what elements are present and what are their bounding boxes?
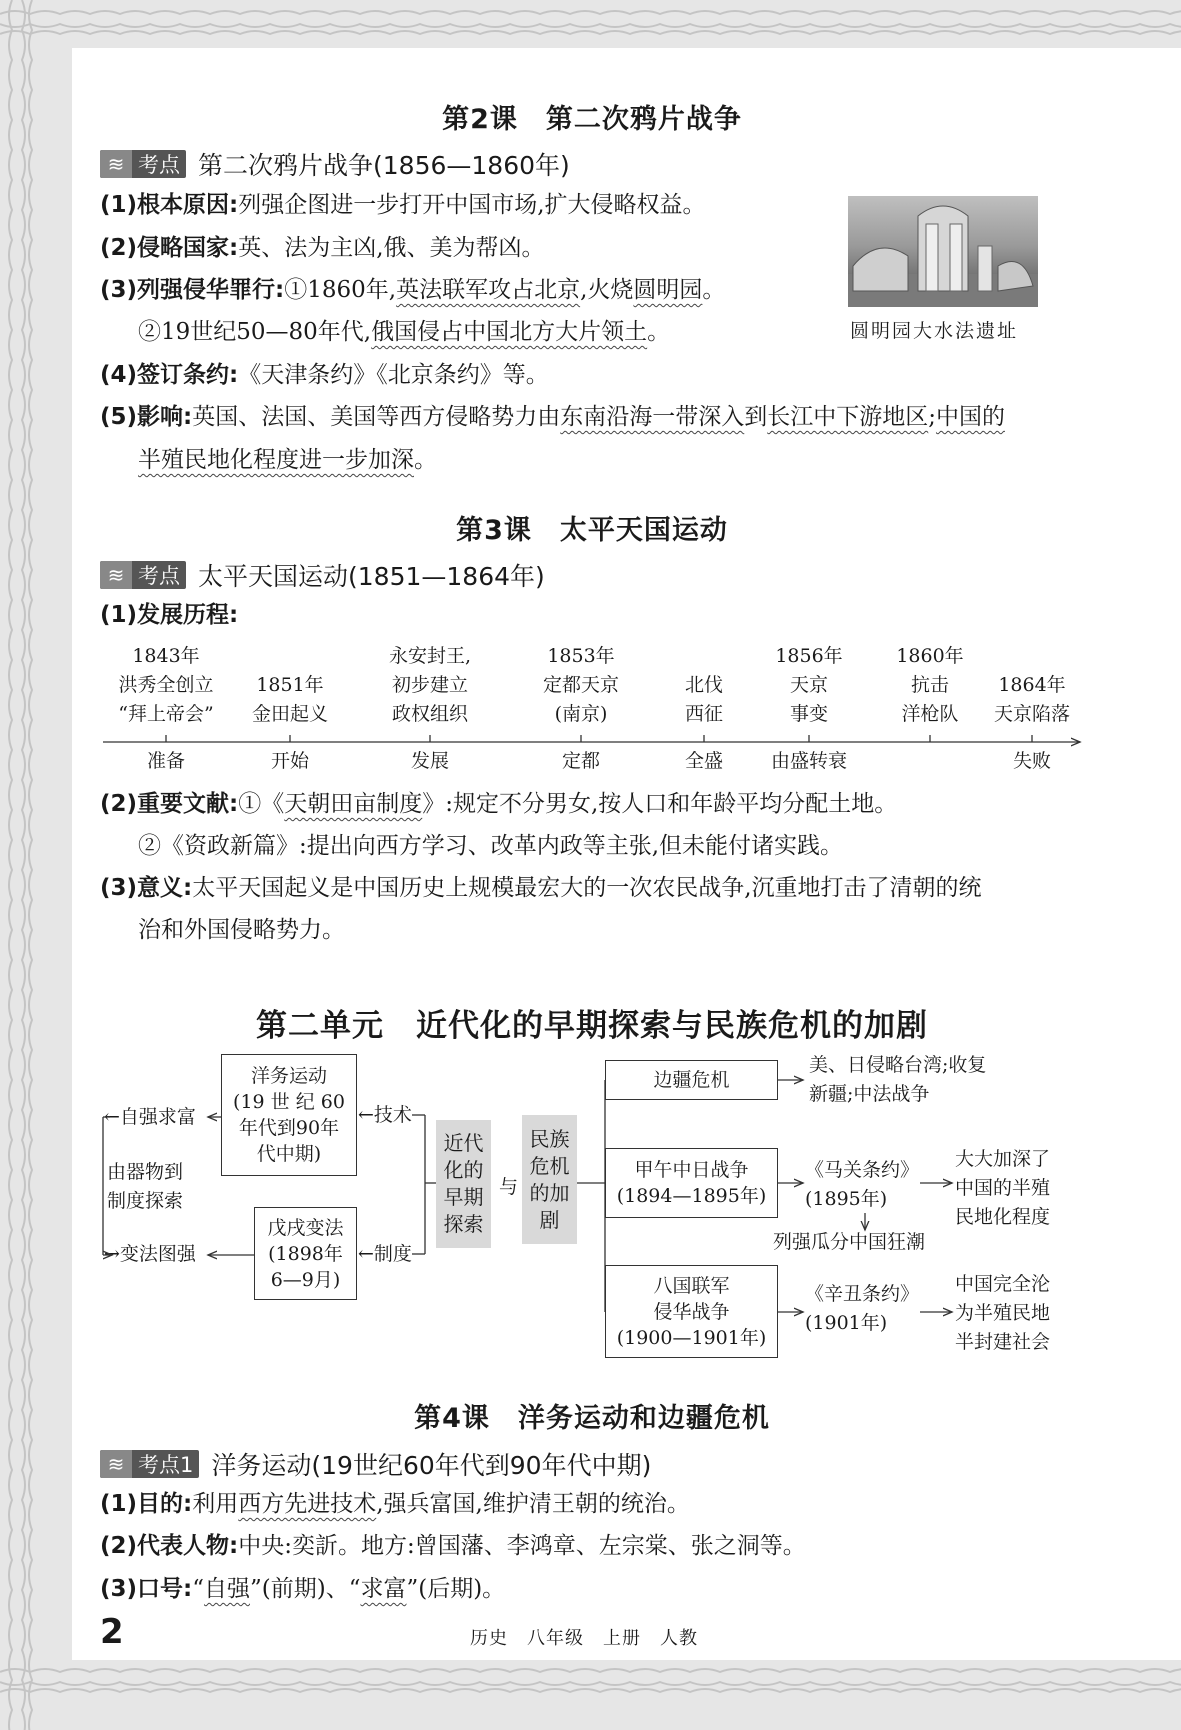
self-strengthening-label: ←自强求富 [104, 1106, 196, 1128]
border-crisis-box [605, 1060, 778, 1100]
timeline-event: 洪秀全创立 [118, 674, 214, 696]
line-text: 治和外国侵略势力。 [138, 917, 345, 943]
timeline-stage: 发展 [410, 750, 450, 772]
and-label: 与 [499, 1176, 519, 1198]
reform-label: →变法图强 [104, 1243, 196, 1265]
line-text: ②《资政新篇》:提出向西方学习、改革内政等主张,但未能付诸实践。 [138, 833, 844, 859]
key-point-text: 长江中下游地区 [767, 404, 929, 430]
content-line [138, 831, 843, 861]
content-line [100, 789, 897, 819]
lesson-title: 第4课 洋务运动和边疆危机 [414, 1403, 770, 1434]
shimonoseki-result: 中国的半殖 [955, 1177, 1051, 1199]
line-text: ②19世纪50—80年代, [138, 319, 372, 345]
content-line [138, 317, 670, 347]
sino-japanese-war-box-line: (1894—1895年) [616, 1185, 767, 1207]
line-text: “ [192, 1576, 204, 1602]
sino-japanese-war-box [605, 1148, 778, 1218]
key-point-text: 中国的 [935, 404, 1005, 430]
timeline-stage: 失败 [1012, 750, 1052, 772]
line-text: ,火烧 [580, 277, 634, 303]
crisis-box [522, 1115, 577, 1244]
wuxu-box-line: (1898年 [268, 1242, 343, 1265]
timeline-event: 抗击 [910, 674, 950, 696]
institution-label: ←制度 [358, 1243, 412, 1265]
topic-title: 太平天国运动(1851—1864年) [198, 562, 545, 591]
timeline-event: 1843年 [132, 645, 200, 667]
timeline-event: 事变 [789, 703, 829, 725]
key-point-text: 半殖民地化程度进一步加深 [138, 447, 414, 473]
timeline-event: 1860年 [896, 645, 964, 667]
shimonoseki-result: 大大加深了 [955, 1148, 1051, 1170]
topic-title: 洋务运动(19世纪60年代到90年代中期) [211, 1451, 652, 1480]
line-text: 列强企图进一步打开中国市场,扩大侵略权益。 [238, 192, 706, 218]
technology-label: ←技术 [358, 1104, 412, 1126]
timeline-event: 1853年 [547, 645, 615, 667]
key-point-text: 东南沿海一带深入 [560, 404, 745, 430]
key-point-text: 求富 [360, 1576, 407, 1602]
line-text: 太平天国起义是中国历史上规模最宏大的一次农民战争,沉重地打击了清朝的统 [192, 875, 982, 901]
timeline-stage: 由盛转衰 [770, 750, 848, 772]
eight-nation-box [605, 1265, 778, 1358]
line-label: (1)发展历程: [100, 602, 239, 628]
timeline-event: “拜上帝会” [118, 703, 214, 725]
crisis-box-line: 危机 [529, 1153, 570, 1178]
book-info: 历史 八年级 上册 人教 [470, 1628, 698, 1649]
line-text: ”(后期)。 [406, 1576, 506, 1602]
treaty-shimonoseki: 《马关条约》 [805, 1159, 920, 1181]
key-point-text: 圆明园 [633, 277, 703, 303]
line-label: (5)影响: [100, 404, 193, 430]
line-label: (4)签订条约: [100, 362, 239, 388]
line-text: 。 [414, 447, 437, 473]
key-point-text: 俄国侵占中国北方大片领土 [371, 319, 648, 345]
wave-icon: ≋ [100, 561, 132, 589]
partition-label: 列强瓜分中国狂潮 [773, 1231, 926, 1253]
unit-title: 第二单元 近代化的早期探索与民族危机的加剧 [256, 1008, 928, 1044]
line-text: 中央:奕訢。地方:曾国藩、李鸿章、左宗棠、张之洞等。 [238, 1533, 806, 1559]
content-line [100, 233, 545, 263]
eight-nation-box-line: 八国联军 [653, 1274, 730, 1297]
yangwu-box-line: 代中期) [256, 1143, 322, 1165]
page-number: 2 [100, 1612, 124, 1652]
content-line [100, 402, 1005, 432]
treaty-shimonoseki: (1895年) [805, 1188, 888, 1210]
timeline-stage: 准备 [146, 750, 186, 772]
line-label: (3)口号: [100, 1576, 193, 1602]
key-point-text: 西方先进技术 [238, 1491, 377, 1517]
shimonoseki-result: 民地化程度 [955, 1206, 1051, 1228]
timeline-event: 金田起义 [251, 703, 329, 725]
timeline-stage: 全盛 [684, 750, 724, 772]
wuxu-box-line: 戊戌变法 [267, 1216, 344, 1239]
timeline-event: 初步建立 [391, 674, 469, 696]
timeline-event: 定都天京 [542, 674, 620, 696]
timeline-event: 西征 [684, 703, 724, 725]
key-point-text: 自强 [204, 1576, 250, 1602]
modernization-box-line: 探索 [443, 1212, 484, 1236]
badge-label: 考点 [138, 564, 180, 588]
line-label: (2)代表人物: [100, 1533, 239, 1559]
yuanmingyuan-photo [848, 196, 1038, 307]
topic-badge [100, 561, 186, 589]
topic-header [100, 1446, 651, 1482]
topic-badge [100, 150, 186, 178]
sino-japanese-war-box-line: 甲午中日战争 [634, 1159, 749, 1181]
crisis-box-line: 的加 [529, 1180, 570, 1205]
border-result: 新疆;中法战争 [809, 1083, 930, 1105]
boxer-protocol: 《辛丑条约》 [805, 1283, 920, 1305]
boxer-result: 为半殖民地 [955, 1302, 1051, 1324]
wave-icon: ≋ [100, 1450, 132, 1478]
crisis-box-line: 剧 [539, 1207, 560, 1232]
topic-title: 第二次鸦片战争(1856—1860年) [198, 151, 570, 180]
timeline-event: 政权组织 [391, 703, 469, 725]
line-text: 。 [647, 319, 671, 345]
line-text: ①《 [238, 791, 285, 817]
content-line [100, 190, 706, 220]
eight-nation-box-line: 侵华战争 [653, 1300, 730, 1323]
content-line [138, 445, 437, 475]
line-label: (2)侵略国家: [100, 235, 239, 261]
line-text: 英国、法国、美国等西方侵略势力由 [192, 404, 561, 430]
transition-label: 由器物到 [107, 1161, 184, 1183]
timeline-event: (南京) [554, 703, 608, 725]
line-text: 《天津条约》《北京条约》等。 [238, 362, 549, 388]
wuxu-box [254, 1207, 357, 1300]
line-text: 英、法为主凶,俄、美为帮凶。 [238, 235, 545, 261]
eight-nation-box-line: (1900—1901年) [616, 1326, 767, 1349]
modernization-box-line: 近代 [443, 1131, 484, 1155]
line-label: (1)根本原因: [100, 192, 239, 218]
yangwu-box [221, 1054, 357, 1176]
photo-caption: 圆明园大水法遗址 [850, 320, 1019, 342]
line-label: (3)意义: [100, 875, 193, 901]
timeline-event: 永安封王, [388, 645, 472, 667]
crisis-box-line: 民族 [529, 1126, 570, 1151]
topic-header [100, 557, 545, 593]
content-line [100, 600, 238, 630]
key-point-text: 天朝田亩制度 [284, 791, 423, 817]
timeline-event: 洋枪队 [901, 703, 959, 725]
modernization-box-line: 早期 [443, 1185, 484, 1209]
topic-header [100, 146, 570, 182]
wave-icon: ≋ [100, 150, 132, 178]
lesson-title: 第3课 太平天国运动 [456, 515, 728, 546]
key-point-text: 英法联军攻占北京 [396, 277, 581, 303]
content-line [100, 1574, 505, 1604]
line-text: 。 [702, 277, 726, 303]
content-line [100, 873, 982, 903]
line-text: ; [928, 404, 936, 430]
badge-label: 考点 [138, 153, 180, 177]
timeline-stage: 开始 [270, 750, 310, 772]
timeline-event: 天京陷落 [993, 703, 1071, 725]
yangwu-box-line: 洋务运动 [250, 1065, 327, 1087]
line-text: 》:规定不分男女,按人口和年龄平均分配土地。 [422, 791, 898, 817]
timeline-event: 天京 [789, 674, 829, 696]
modernization-box [436, 1120, 491, 1248]
timeline-event: 1864年 [998, 674, 1066, 696]
border-result: 美、日侵略台湾;收复 [809, 1054, 987, 1076]
content-line [100, 1531, 806, 1561]
content-line [100, 1489, 690, 1519]
content-line [100, 275, 725, 305]
timeline-event: 1856年 [775, 645, 843, 667]
boxer-result: 中国完全沦 [955, 1273, 1051, 1295]
timeline-event: 1851年 [256, 674, 324, 696]
line-text: 利用 [192, 1491, 239, 1517]
line-label: (1)目的: [100, 1491, 193, 1517]
line-text: ”(前期)、“ [250, 1576, 361, 1602]
yangwu-box-line: 年代到90年 [238, 1117, 340, 1139]
topic-badge [100, 1450, 199, 1478]
lesson-title: 第2课 第二次鸦片战争 [442, 104, 742, 135]
line-text: 到 [744, 404, 768, 430]
line-label: (2)重要文献: [100, 791, 239, 817]
transition-label: 制度探索 [107, 1190, 184, 1212]
wuxu-box-line: 6—9月) [270, 1268, 341, 1291]
yangwu-box-line: (19 世 纪 60 [233, 1091, 345, 1113]
timeline-event: 北伐 [684, 674, 724, 696]
modernization-box-line: 化的 [443, 1158, 484, 1182]
line-text: ①1860年, [284, 277, 397, 303]
boxer-protocol: (1901年) [805, 1312, 888, 1334]
boxer-result: 半封建社会 [955, 1331, 1051, 1353]
timeline-stage: 定都 [561, 750, 601, 772]
border-crisis-box-line: 边疆危机 [653, 1069, 730, 1091]
badge-label: 考点1 [138, 1453, 194, 1477]
content-line [100, 360, 549, 390]
line-label: (3)列强侵华罪行: [100, 277, 285, 303]
line-text: ,强兵富国,维护清王朝的统治。 [376, 1491, 690, 1517]
content-line [138, 915, 345, 945]
